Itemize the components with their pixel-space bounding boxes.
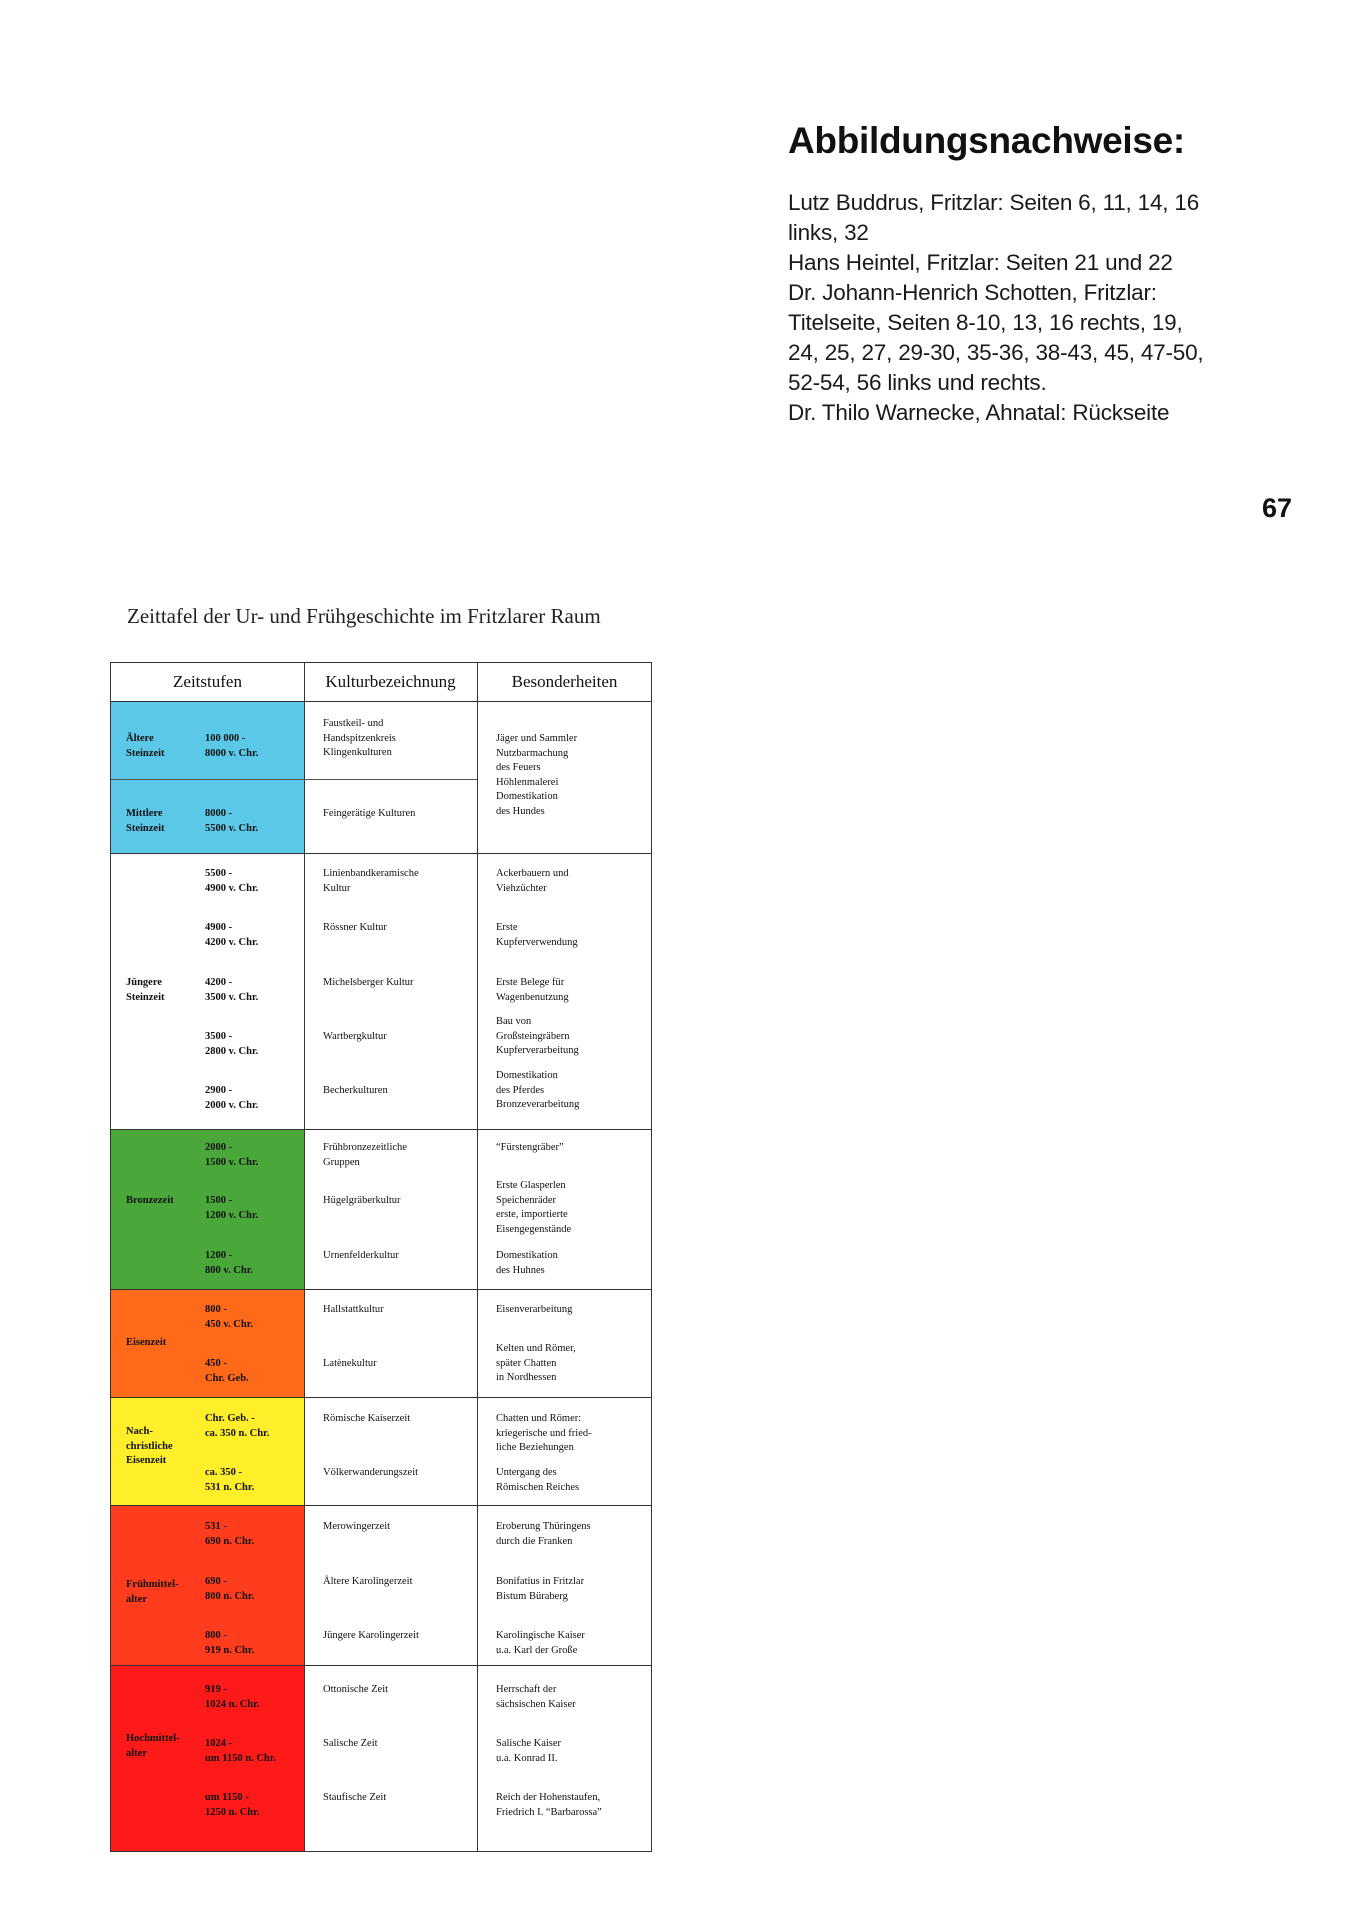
culture-name: Salische Zeit	[323, 1738, 378, 1749]
culture-name: Feingerätige Kulturen	[323, 808, 416, 819]
credits-line: Hans Heintel, Fritzlar: Seiten 21 und 22	[788, 250, 1173, 275]
feature-note: Salische Kaiser u.a. Konrad II.	[496, 1738, 562, 1764]
feature-note: Domestikation des Pferdes Bronzeverarbeitung	[496, 1070, 580, 1110]
feature-note: Reich der Hohenstaufen, Friedrich I. “Barbarossa”	[496, 1792, 602, 1818]
culture-name: Ottonische Zeit	[323, 1684, 389, 1695]
culture-name: Faustkeil- und Handspitzenkreis Klingenkulturen	[323, 718, 396, 758]
culture-name: Ältere Karolingerzeit	[323, 1576, 413, 1587]
culture-name: Michelsberger Kultur	[323, 977, 414, 988]
period-label: Mittlere Steinzeit	[126, 808, 165, 834]
culture-name: Hügelgräberkultur	[323, 1195, 401, 1206]
period-label: Bronzezeit	[126, 1195, 174, 1206]
date-range: 1200 - 800 v. Chr.	[205, 1250, 254, 1276]
culture-name: Jüngere Karolingerzeit	[323, 1630, 419, 1641]
feature-note: Eroberung Thüringens durch die Franken	[496, 1521, 591, 1547]
row-divider	[111, 1665, 651, 1666]
period-label: Jüngere Steinzeit	[126, 977, 165, 1003]
row-divider	[111, 1289, 651, 1290]
row-divider	[111, 1505, 651, 1506]
feature-note: Jäger und Sammler Nutzbarmachung des Feuers Höhlenmalerei Domestikation des Hundes	[496, 733, 578, 817]
culture-name: Hallstattkultur	[323, 1304, 384, 1315]
date-range: 8000 - 5500 v. Chr.	[205, 808, 259, 834]
culture-name: Völkerwanderungszeit	[323, 1467, 419, 1478]
date-range: 1500 - 1200 v. Chr.	[205, 1195, 259, 1221]
culture-name: Latènekultur	[323, 1358, 377, 1369]
feature-note: Erste Glasperlen Speichenräder erste, importierte Eisengegenstände	[496, 1180, 572, 1235]
column-divider	[304, 663, 305, 1851]
date-range: 800 - 450 v. Chr.	[205, 1304, 254, 1330]
date-range: 100 000 - 8000 v. Chr.	[205, 733, 259, 759]
feature-note: Erste Belege für Wagenbenutzung	[496, 977, 569, 1003]
credits-line: Lutz Buddrus, Fritzlar: Seiten 6, 11, 14, 16	[788, 190, 1200, 215]
row-divider	[111, 1397, 651, 1398]
feature-note: Kelten und Römer, später Chatten in Nordhessen	[496, 1343, 576, 1383]
culture-name: Becherkulturen	[323, 1085, 388, 1096]
feature-note: Domestikation des Huhnes	[496, 1250, 558, 1276]
date-range: Chr. Geb. - ca. 350 n. Chr.	[205, 1413, 270, 1439]
feature-note: “Fürstengräber”	[496, 1142, 564, 1153]
header-besonderheiten: Besonderheiten	[511, 672, 618, 691]
culture-name: Frühbronzezeitliche Gruppen	[323, 1142, 407, 1168]
date-range: 4200 - 3500 v. Chr.	[205, 977, 259, 1003]
row-divider	[111, 853, 651, 854]
header-zeitstufen: Zeitstufen	[173, 672, 242, 691]
feature-note: Bau von Großsteingräbern Kupferverarbeitung	[496, 1016, 579, 1056]
column-divider	[477, 663, 478, 1851]
credits-line: Dr. Johann-Henrich Schotten, Fritzlar:	[788, 280, 1157, 305]
date-range: ca. 350 - 531 n. Chr.	[205, 1467, 255, 1493]
credits-line: Titelseite, Seiten 8-10, 13, 16 rechts, 19,	[788, 310, 1183, 335]
period-label: Nach- christliche Eisenzeit	[126, 1426, 173, 1466]
feature-note: Herrschaft der sächsischen Kaiser	[496, 1684, 576, 1710]
credits-line: 52-54, 56 links und rechts.	[788, 370, 1047, 395]
culture-name: Merowingerzeit	[323, 1521, 391, 1532]
feature-note: Bonifatius in Fritzlar Bistum Büraberg	[496, 1576, 585, 1602]
period-label: Hochmittel- alter	[126, 1733, 180, 1759]
culture-name: Staufische Zeit	[323, 1792, 387, 1803]
feature-note: Erste Kupferverwendung	[496, 922, 578, 948]
credits-line: links, 32	[788, 220, 869, 245]
row-divider	[111, 1129, 651, 1130]
culture-name: Römische Kaiserzeit	[323, 1413, 411, 1424]
period-label: Ältere Steinzeit	[126, 733, 165, 759]
date-range: 1024 - um 1150 n. Chr.	[205, 1738, 277, 1764]
feature-note: Chatten und Römer: kriegerische und fried- liche Beziehungen	[496, 1413, 592, 1453]
date-range: 3500 - 2800 v. Chr.	[205, 1031, 259, 1057]
credits-heading: Abbildungsnachweise:	[788, 120, 1185, 161]
period-label: Frühmittel- alter	[126, 1579, 179, 1605]
culture-name: Wartbergkultur	[323, 1031, 387, 1042]
picture-credits	[788, 120, 1308, 428]
stone-age-divider	[111, 779, 304, 780]
date-range: 2900 - 2000 v. Chr.	[205, 1085, 259, 1111]
culture-name: Linienbandkeramische Kultur	[323, 868, 419, 894]
culture-name: Rössner Kultur	[323, 922, 387, 933]
credits-line: 24, 25, 27, 29-30, 35-36, 38-43, 45, 47-50,	[788, 340, 1204, 365]
header-kulturbezeichnung: Kulturbezeichnung	[325, 672, 456, 691]
table-title: Zeittafel der Ur- und Frühgeschichte im Fritzlarer Raum	[127, 604, 601, 628]
date-range: um 1150 - 1250 n. Chr.	[205, 1792, 260, 1818]
culture-name: Urnenfelderkultur	[323, 1250, 399, 1261]
stone-age-divider	[304, 779, 477, 780]
date-range: 531 - 690 n. Chr.	[205, 1521, 255, 1547]
feature-note: Ackerbauern und Viehzüchter	[496, 868, 569, 894]
date-range: 5500 - 4900 v. Chr.	[205, 868, 259, 894]
credits-line: Dr. Thilo Warnecke, Ahnatal: Rückseite	[788, 400, 1170, 425]
feature-note: Untergang des Römischen Reiches	[496, 1467, 580, 1493]
date-range: 450 - Chr. Geb.	[205, 1358, 249, 1384]
page-number: 67	[1262, 493, 1293, 523]
feature-note: Eisenverarbeitung	[496, 1304, 573, 1315]
header-divider	[111, 701, 651, 702]
date-range: 690 - 800 n. Chr.	[205, 1576, 255, 1602]
timeline-table	[110, 662, 652, 1852]
period-label: Eisenzeit	[126, 1337, 167, 1348]
date-range: 800 - 919 n. Chr.	[205, 1630, 255, 1656]
feature-note: Karolingische Kaiser u.a. Karl der Große	[496, 1630, 585, 1656]
date-range: 2000 - 1500 v. Chr.	[205, 1142, 259, 1168]
date-range: 4900 - 4200 v. Chr.	[205, 922, 259, 948]
date-range: 919 - 1024 n. Chr.	[205, 1684, 260, 1710]
